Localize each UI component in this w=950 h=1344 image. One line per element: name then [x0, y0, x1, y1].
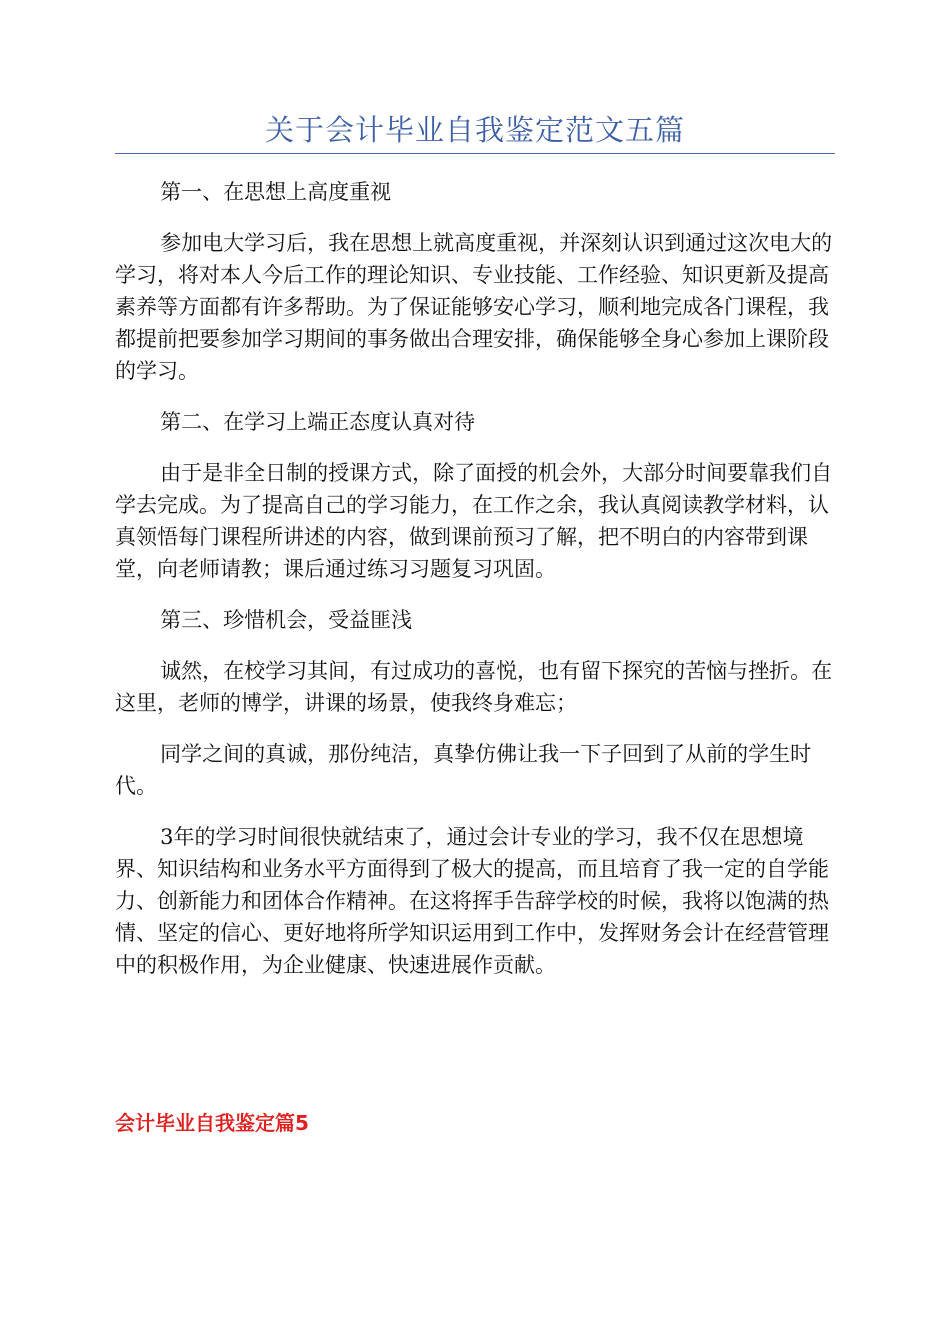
paragraph-3: 诚然，在校学习其间，有过成功的喜悦，也有留下探究的苦恼与挫折。在这里，老师的博学，讲课的场景，使我终身难忘；: [115, 659, 833, 715]
next-section-heading: 会计毕业自我鉴定篇5: [115, 1111, 309, 1135]
document-body: [115, 176, 837, 1000]
paragraph-5: 3年的学习时间很快就结束了，通过会计专业的学习，我不仅在思想境界、知识结构和业务水平方面得到了极大的提高，而且培育了我一定的自学能力、创新能力和团体合作精神。在这将挥手告辞学校的时候，我将以饱满的热情、坚定的信心、更好地将所学知识运用到工作中，发挥财务会计在经营管理中的积极作用，为企业健康、快速进展作贡献。: [115, 825, 829, 977]
document-title: 关于会计毕业自我鉴定范文五篇: [264, 113, 685, 147]
title-underline-rule: [115, 153, 835, 154]
section-heading-2: 第二、在学习上端正态度认真对待: [160, 410, 476, 434]
section-heading-1: 第一、在思想上高度重视: [160, 180, 392, 204]
paragraph-2: 由于是非全日制的授课方式，除了面授的机会外，大部分时间要靠我们自学去完成。为了提高自己的学习能力，在工作之余，我认真阅读教学材料，认真领悟每门课程所讲述的内容，做到课前预习了解，把不明白的内容带到课堂，向老师请教；课后通过练习习题复习巩固。: [115, 461, 833, 581]
section-heading-3: 第三、珍惜机会，受益匪浅: [160, 608, 413, 632]
paragraph-4: 同学之间的真诚，那份纯洁，真挚仿佛让我一下子回到了从前的学生时代。: [115, 742, 812, 798]
paragraph-1: 参加电大学习后，我在思想上就高度重视，并深刻认识到通过这次电大的学习，将对本人今后工作的理论知识、专业技能、工作经验、知识更新及提高素养等方面都有许多帮助。为了保证能够安心学习，顺利地完成各门课程，我都提前把要参加学习期间的事务做出合理安排，确保能够全身心参加上课阶段的学习。: [115, 231, 833, 383]
